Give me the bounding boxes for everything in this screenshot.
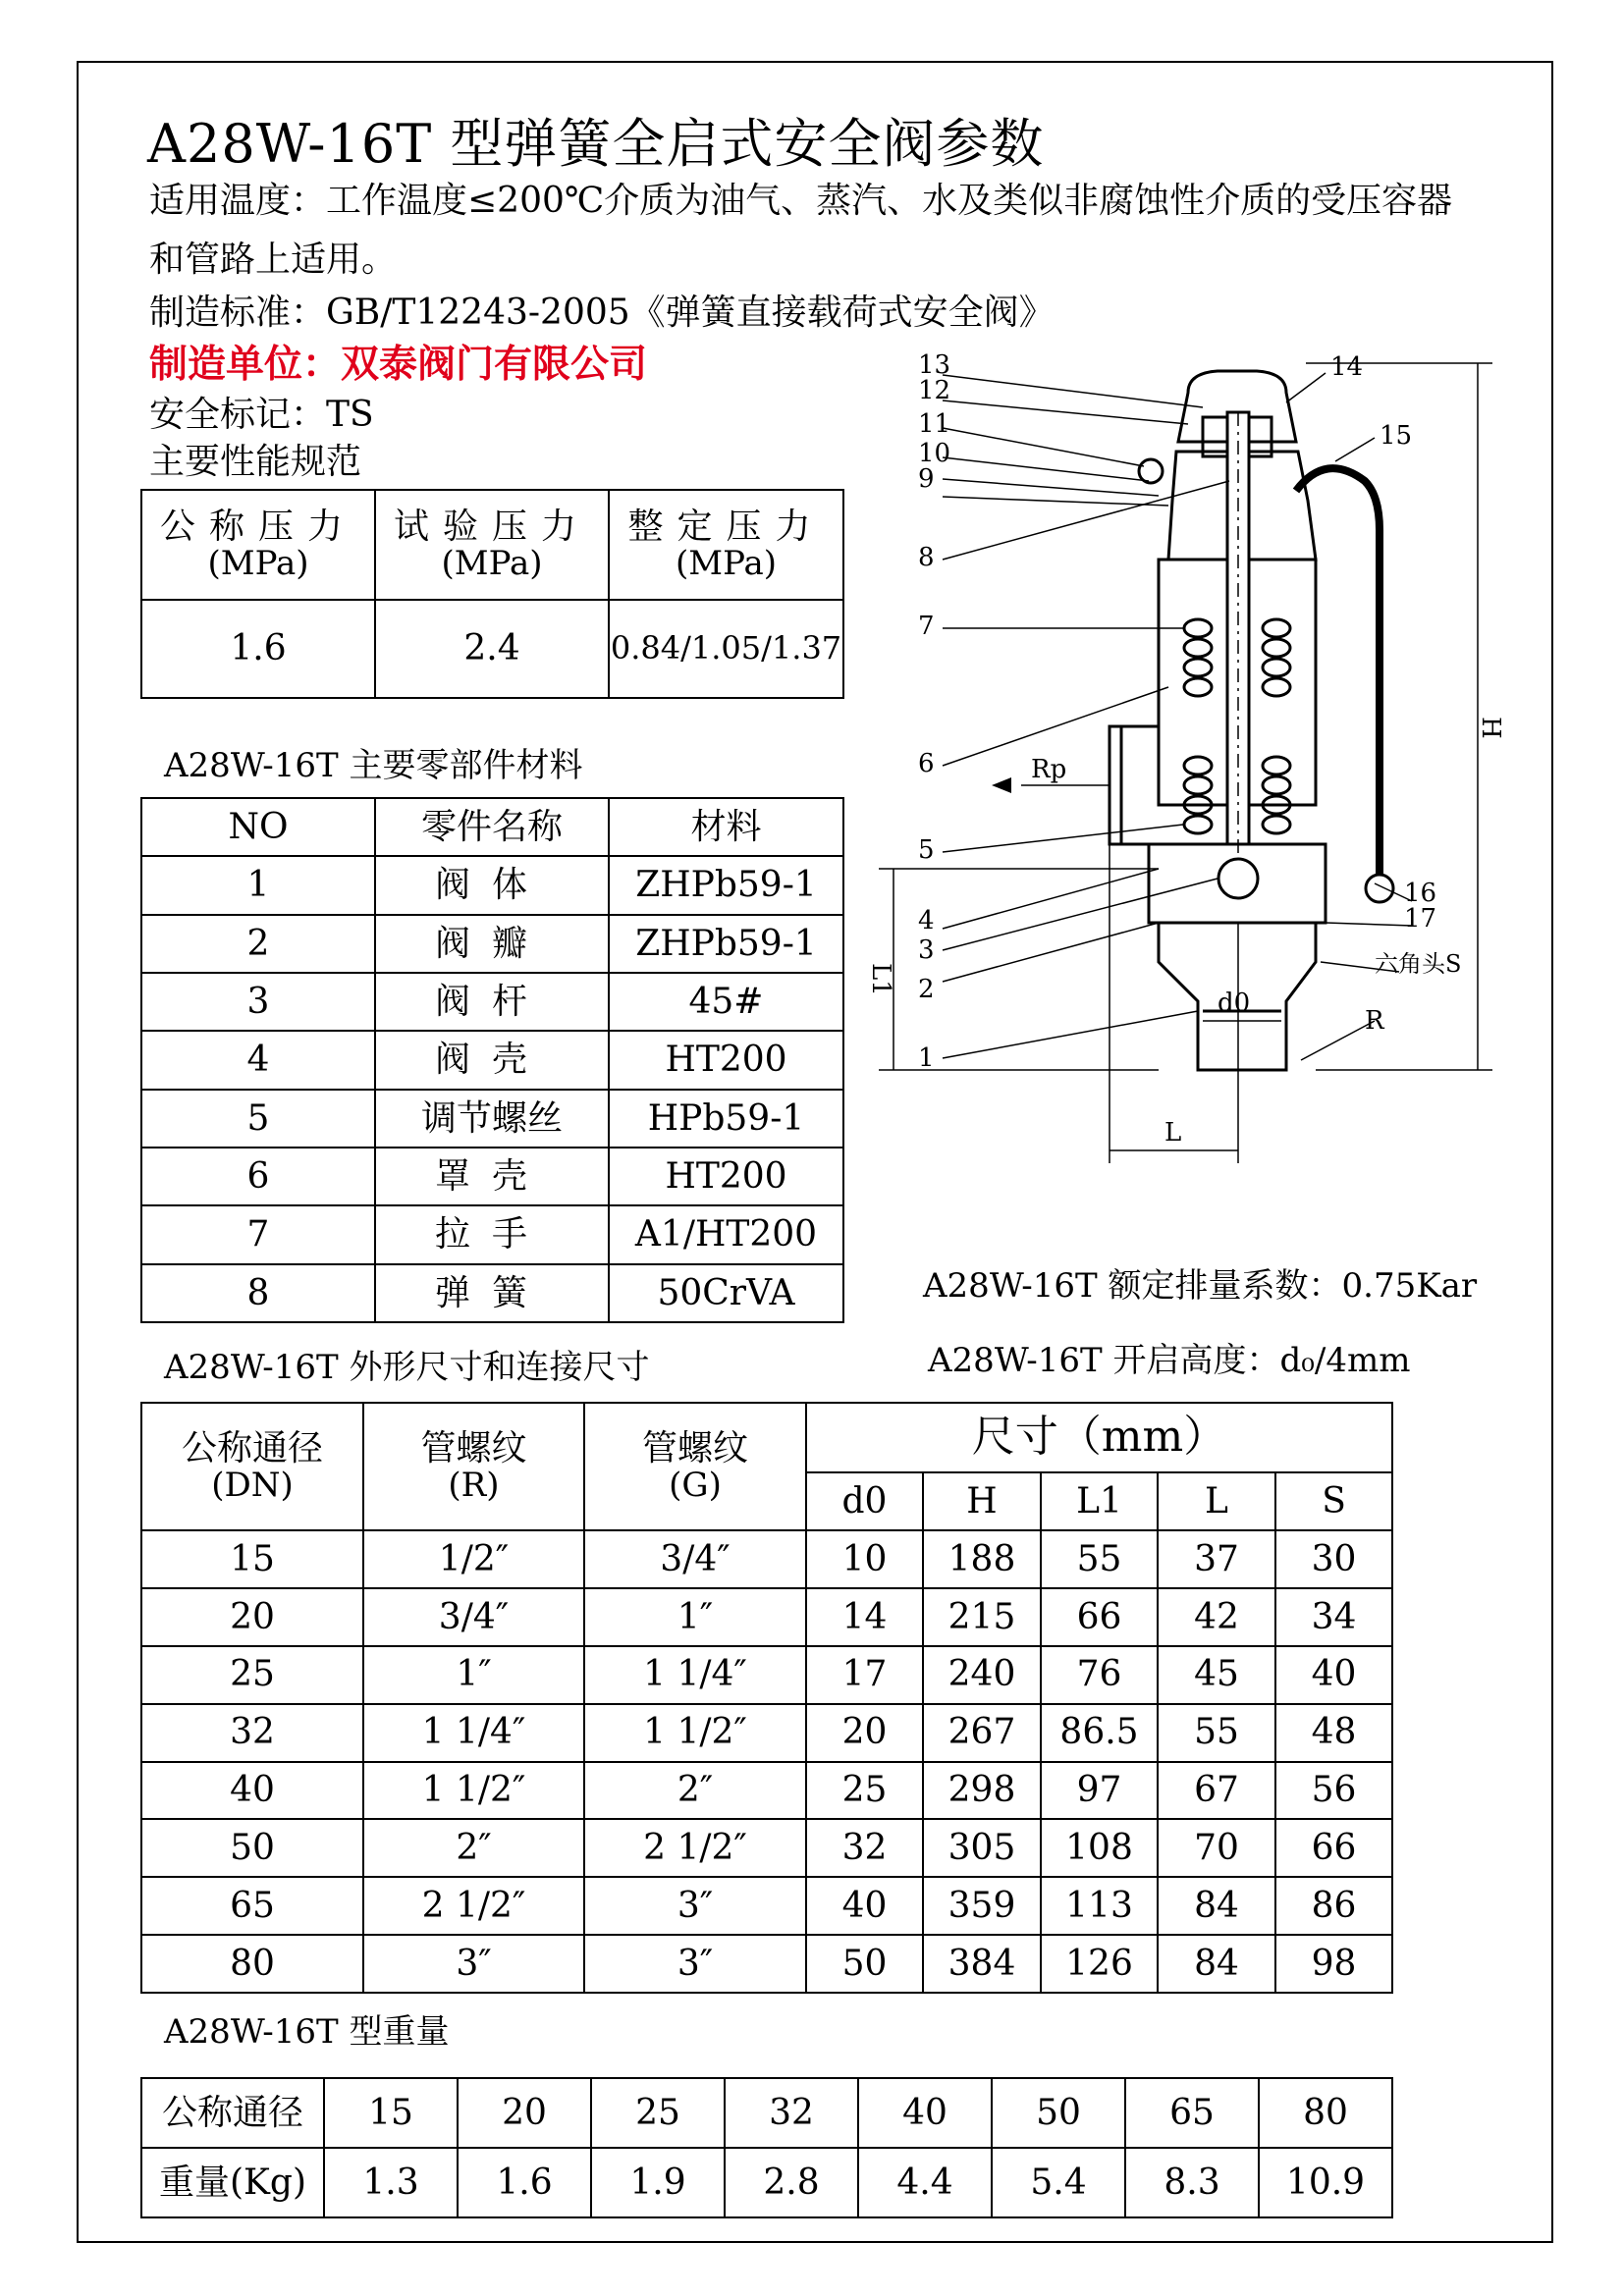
callout-15: 15: [1380, 421, 1413, 451]
valve-section-drawing: [864, 334, 1512, 1198]
lever-pin: [1366, 875, 1393, 902]
dims-header-r: 管螺纹 (R): [363, 1403, 584, 1530]
callout-16: 16: [1404, 879, 1437, 908]
lever-handle: [1296, 468, 1380, 883]
pressure-header-set: 整定压力 (MPa): [609, 490, 843, 600]
pressure-value-nominal: 1.6: [141, 600, 375, 698]
callout-1: 1: [918, 1043, 935, 1073]
spring-left: [1184, 619, 1212, 833]
label-rp: Rp: [1031, 755, 1067, 784]
table-row: 80 3″ 3″ 50 384 126 84 98: [141, 1935, 1392, 1993]
callout-5: 5: [918, 835, 935, 865]
table-row: 40 1 1/2″ 2″ 25 298 97 67 56: [141, 1762, 1392, 1820]
pressure-header-test: 试验压力 (MPa): [375, 490, 609, 600]
table-row: 7 拉手 A1/HT200: [141, 1205, 843, 1263]
weight-table: 公称通径 15 20 25 32 40 50 65 80 重量(Kg) 1.3 1.6 1.9 2.8 4.4 5.4 8.3 10.9: [140, 2077, 1393, 2218]
dimensions-caption: A28W-16T 外形尺寸和连接尺寸: [164, 1348, 650, 1387]
manufacturer-line: 制造单位：双泰阀门有限公司: [149, 343, 648, 387]
materials-header-name: 零件名称: [375, 798, 609, 856]
spec-heading: 主要性能规范: [149, 442, 362, 482]
disc: [1218, 859, 1258, 898]
dimensions-table: [140, 1402, 1393, 1994]
pressure-value-test: 2.4: [375, 600, 609, 698]
discharge-coefficient-note: A28W-16T 额定排量系数：0.75Kar: [923, 1266, 1478, 1306]
table-row: 15 1/2″ 3/4″ 10 188 55 37 30: [141, 1530, 1392, 1588]
table-row: 50 2″ 2 1/2″ 32 305 108 70 66: [141, 1819, 1392, 1877]
callout-10: 10: [918, 439, 951, 468]
standard-line: 制造标准：GB/T12243-2005《弹簧直接载荷式安全阀》: [149, 293, 1055, 333]
callout-3: 3: [918, 935, 935, 965]
dims-col-s: S: [1275, 1472, 1392, 1530]
table-row: 8 弹簧 50CrVA: [141, 1264, 843, 1322]
callout-2: 2: [918, 975, 935, 1004]
materials-caption: A28W-16T 主要零部件材料: [164, 746, 583, 785]
callout-4: 4: [918, 906, 935, 935]
spring-right: [1263, 619, 1290, 833]
table-row: 25 1″ 1 1/4″ 17 240 76 45 40: [141, 1646, 1392, 1704]
callout-11: 11: [918, 409, 951, 439]
materials-table: [140, 797, 844, 1323]
materials-header-no: NO: [141, 798, 375, 856]
callout-12: 12: [918, 376, 951, 405]
dims-col-l: L: [1158, 1472, 1275, 1530]
table-row: 3 阀杆 45#: [141, 973, 843, 1031]
label-hex-s: 六角头S: [1375, 950, 1462, 978]
callout-14: 14: [1330, 352, 1364, 382]
weight-row-label-dn: 公称通径: [141, 2078, 324, 2148]
dims-header-dn: 公称通径 (DN): [141, 1403, 363, 1530]
table-row: 6 罩壳 HT200: [141, 1148, 843, 1205]
page-title: A28W-16T 型弹簧全启式安全阀参数: [147, 113, 1045, 175]
dims-header-g: 管螺纹 (G): [584, 1403, 806, 1530]
pressure-header-nominal: 公称压力 (MPa): [141, 490, 375, 600]
table-row: 65 2 1/2″ 3″ 40 359 113 84 86: [141, 1877, 1392, 1935]
safety-mark-line: 安全标记：TS: [149, 395, 374, 435]
pressure-table: [140, 489, 844, 699]
table-row: 32 1 1/4″ 1 1/2″ 20 267 86.5 55 48: [141, 1704, 1392, 1762]
ring-11: [1139, 459, 1163, 483]
side-outlet: [1110, 726, 1159, 844]
temperature-line-1: 适用温度：工作温度≤200℃介质为油气、蒸汽、水及类似非腐蚀性介质的受压容器: [149, 181, 1453, 221]
callout-9: 9: [918, 464, 935, 494]
table-row: 2 阀瓣 ZHPb59-1: [141, 915, 843, 973]
callout-8: 8: [918, 543, 935, 572]
callout-7: 7: [918, 612, 935, 641]
label-l: L: [1164, 1118, 1182, 1148]
dims-header-size: 尺寸（mm）: [806, 1403, 1392, 1472]
table-row: 5 调节螺丝 HPb59-1: [141, 1090, 843, 1148]
callout-13: 13: [918, 350, 951, 380]
temperature-line-2: 和管路上适用。: [149, 240, 398, 280]
dims-col-h: H: [923, 1472, 1041, 1530]
weight-row-label-kg: 重量(Kg): [141, 2148, 324, 2217]
callout-6: 6: [918, 749, 935, 778]
callout-17: 17: [1404, 904, 1437, 934]
table-row: 4 阀壳 HT200: [141, 1031, 843, 1089]
dims-col-l1: L1: [1041, 1472, 1158, 1530]
dims-col-d0: d0: [806, 1472, 923, 1530]
label-h: H: [1476, 717, 1505, 739]
lift-height-note: A28W-16T 开启高度：d₀/4mm: [928, 1341, 1411, 1380]
table-row: 1 阀体 ZHPb59-1: [141, 856, 843, 914]
label-d0: d0: [1218, 988, 1251, 1018]
label-r: R: [1365, 1006, 1384, 1036]
pressure-value-set: 0.84/1.05/1.37: [609, 600, 843, 698]
table-row: 20 3/4″ 1″ 14 215 66 42 34: [141, 1588, 1392, 1646]
weight-caption: A28W-16T 型重量: [164, 2012, 450, 2052]
label-l1: L1: [866, 963, 895, 996]
materials-header-material: 材料: [609, 798, 843, 856]
